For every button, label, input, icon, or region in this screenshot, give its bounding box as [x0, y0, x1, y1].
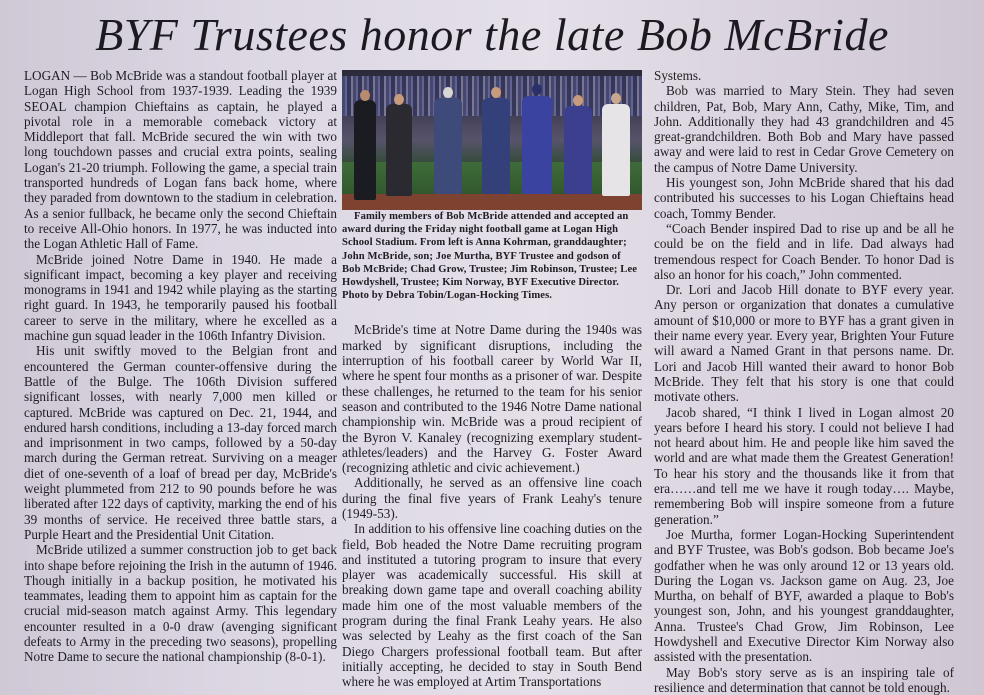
running-track	[342, 194, 642, 210]
person-figure	[522, 96, 552, 194]
paragraph: Dr. Lori and Jacob Hill donate to BYF every year. Any person or organization that donates a cumulative amount of $10,000 or more to BYF has a grant given in their name every year. Every year, Brighten Your Future will award a Named Grant in that persons name. Dr. Lori and Jacob Hill wanted their award to honor Bob McBride. They felt that his story is one that could motivate others.	[654, 282, 954, 405]
paragraph: McBride utilized a summer construction job to get back into shape before rejoining the Irish in the autumn of 1946. Though initially in a backup position, he motivated his teammates, leading them to appoint him as captain for the crucial mid-season match against Army. This legendary encounter resulted in a 0-0 draw (avenging significant defeats to Army in the preceding two seasons), propelling Notre Dame to secure the national championship (8-0-1).	[24, 542, 337, 665]
person-figure	[602, 104, 630, 196]
headline: BYF Trustees honor the late Bob McBride	[95, 9, 889, 60]
paragraph: Joe Murtha, former Logan-Hocking Superintendent and BYF Trustee, was Bob's godson. Bob became Joe's godfather when he was only around 12 or 13 years old. During the Logan vs. Jackson game on Aug. 23, Joe Murtha, on behalf of BYF, awarded a plaque to Bob's youngest son, John, and his youngest granddaughter, Anna. Trustee's Chad Grow, Jim Robinson, Lee Howdyshell and Executive Director Kim Norway also assisted with the presentation.	[654, 526, 954, 665]
paragraph: His unit swiftly moved to the Belgian front and encountered the German counter-offensive during the Battle of the Bulge. The 106th Division suffered significant losses, with nearly 7,000 men killed or captured. McBride was captured on Dec. 21, 1944, and endured harsh conditions, including a 13-day forced march and imprisonment in two camps, followed by a 50-day march during the German retreat. Surviving on a meager diet of one-seventh of a loaf of bread per day, McBride's weight plummeted from 212 to 90 pounds before he was liberated after 122 days of captivity, marking the end of his 39 months of service. He received three battle stars, a Purple Heart and the Presidential Unit Citation.	[24, 343, 337, 542]
article-column-1	[24, 68, 337, 665]
person-head	[611, 93, 621, 104]
paragraph: His youngest son, John McBride shared that his dad contributed his successes to his Logan Chieftains head coach, Tommy Bender.	[654, 175, 954, 221]
person-figure	[354, 100, 376, 200]
paragraph: LOGAN — Bob McBride was a standout football player at Logan High School from 1937-1939. Leading the 1939 SEOAL champion Chieftains as captain, he played a pivotal role in a memorable comeback victory at Middleport that fall. McBride secured the win with two long touchdown passes and crucial extra points, sealing Logan's 21-20 triumph. Following the game, a special train transported hundreds of Logan fans back home, where they paraded from downtown to the stadium in celebration. As a senior fullback, he became only the second Chieftain to receive All-Ohio honors. In 1977, he was inducted into the Logan Athletic Hall of Fame.	[24, 68, 337, 252]
article-column-3	[654, 68, 954, 695]
article-column-2	[342, 70, 642, 690]
person-figure	[386, 104, 412, 196]
person-figure	[564, 106, 592, 194]
paragraph: Jacob shared, “I think I lived in Logan almost 20 years before I heard his story. I could not believe I had not heard about him. He and people like him saved the world and are what made them the Greatest Generation! To hear his story and the thousands like it from that era……and tell me we have it rough today…. Maybe, remembering Bob will inspire someone from a future generation.”	[654, 404, 954, 527]
paragraph: McBride joined Notre Dame in 1940. He made a significant impact, becoming a key player and receiving monograms in 1941 and 1942 while playing as the starting right guard. In 1943, he temporarily paused his football career to serve in the military, where he excelled as a machine gun squad leader in the 106th Infantry Division.	[24, 251, 337, 344]
paragraph: In addition to his offensive line coaching duties on the field, Bob headed the Notre Dame recruiting program and instituted a tutoring program to insure that every player was academically successful. His skill at breaking down game tape and overall coaching ability made him one of the most valuable members of the program during the final Frank Leahy years. He also was selected by Leahy as the first coach of the San Diego Chargers professional football team. But after initially accepting, he decided to stay in South Bend where he was employed at Artim Transportations	[342, 521, 642, 690]
photo-caption: Family members of Bob McBride attended and accepted an award during the Friday night football game at Logan High School Stadium. From left is Anna Kohrman, granddaughter; John McBride, son; Joe Murtha, BYF Trustee and godson of Bob McBride; Chad Grow, Trustee; Jim Robinson, Trustee; Lee Howdyshell, Trustee; Kim Norway, BYF Executive Director. Photo by Debra Tobin/Logan-Hocking Times.	[342, 211, 638, 302]
person-head	[532, 84, 542, 95]
paragraph: Systems.	[654, 68, 702, 83]
award-photo	[342, 70, 642, 210]
column-2-text	[342, 322, 642, 689]
person-head	[360, 90, 370, 101]
paragraph: Bob was married to Mary Stein. They had seven children, Pat, Bob, Mary Ann, Cathy, Mike, Tim, and John. Additionally they had 43 grandchildren and 45 great-grandchildren. Both Bob and Mary have passed away and were laid to rest in Cedar Grove Cemetery on the campus of Notre Dame University.	[654, 83, 954, 175]
person-figure	[482, 98, 510, 194]
person-head	[573, 95, 583, 106]
person-head	[491, 87, 501, 98]
person-head	[443, 87, 453, 98]
paragraph: May Bob's story serve as is an inspiring tale of resilience and determination that cannot be told enough.	[654, 664, 954, 695]
paragraph: “Coach Bender inspired Dad to rise up and be all he could be on the field and in life. Dad always had tremendous respect for Coach Bender. To honor Dad is also an honor for his coach,” John commented.	[654, 220, 954, 282]
person-head	[394, 94, 404, 105]
paragraph: McBride's time at Notre Dame during the 1940s was marked by significant disruptions, including the interruption of his football career by World War II, where he spent four months as a prisoner of war. Despite these challenges, he returned to the team for his senior season and contributed to the 1946 Notre Dame national championship win. McBride was a proud recipient of the Byron V. Kanaley (recognizing exemplary student-athletes/leaders) and the Harvey G. Foster Award (recognizing athletic and civic achievement.)	[342, 322, 642, 476]
person-figure	[434, 98, 462, 194]
paragraph: Additionally, he served as an offensive line coach during the final five years of Frank Leahy's tenure (1949-53).	[342, 475, 642, 521]
